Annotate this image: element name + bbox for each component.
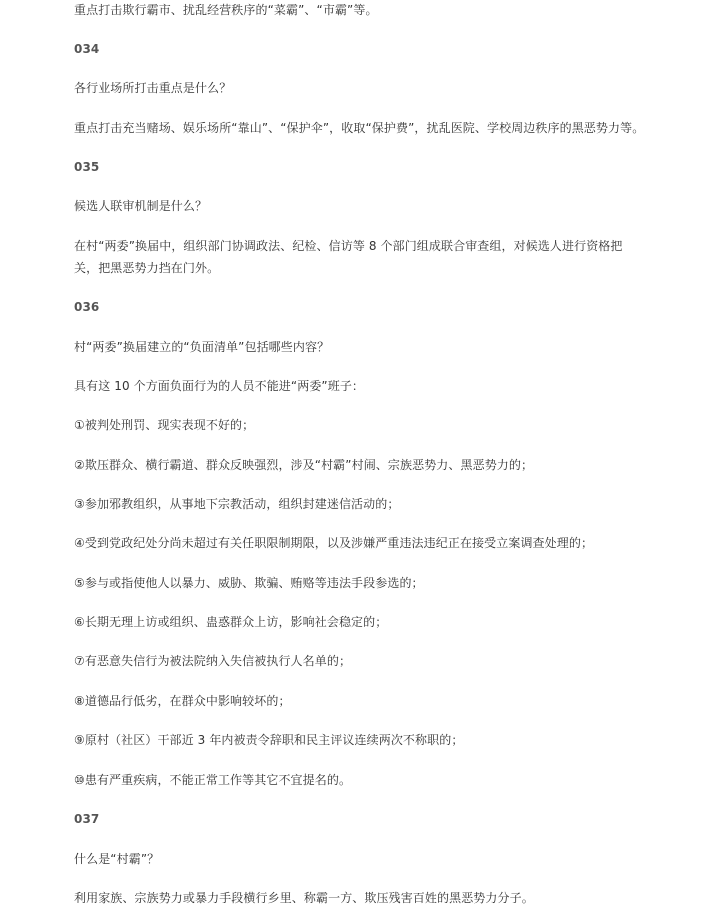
- item-number-036: 036: [74, 300, 100, 314]
- answer-035: 在村“两委”换届中，组织部门协调政法、纪检、信访等 8 个部门组成联合审查组，对候选人进行资格把关，把黑恶势力挡在门外。: [74, 239, 623, 275]
- list-item-4: ④受到党政纪处分尚未超过有关任职限制期限，以及涉嫌严重违法违纪正在接受立案调查处理的；: [74, 536, 594, 550]
- question-036: 村“两委”换届建立的“负面清单”包括哪些内容？: [74, 340, 330, 354]
- paragraph-answer-033: 重点打击欺行霸市、扰乱经营秩序的“菜霸”、“市霸”等。: [74, 3, 378, 17]
- item-number-037: 037: [74, 812, 100, 826]
- list-item-7: ⑦有恶意失信行为被法院纳入失信被执行人名单的；: [74, 654, 352, 668]
- list-item-5: ⑤参与或指使他人以暴力、威胁、欺骗、贿赂等违法手段参选的；: [74, 576, 424, 590]
- list-item-10: ⑩患有严重疾病，不能正常工作等其它不宜提名的。: [74, 773, 352, 787]
- list-item-9: ⑨原村（社区）干部近 3 年内被责令辞职和民主评议连续两次不称职的；: [74, 733, 464, 747]
- question-035: 候选人联审机制是什么？: [74, 199, 208, 213]
- question-037: 什么是“村霸”？: [74, 852, 160, 866]
- question-034: 各行业场所打击重点是什么？: [74, 81, 232, 95]
- list-item-2: ②欺压群众、横行霸道、群众反映强烈，涉及“村霸”村闹、宗族恶势力、黑恶势力的；: [74, 458, 534, 472]
- item-number-035: 035: [74, 160, 100, 174]
- item-number-034: 034: [74, 42, 100, 56]
- answer-036-intro: 具有这 10 个方面负面行为的人员不能进“两委”班子：: [74, 379, 365, 393]
- answer-034: 重点打击充当赌场、娱乐场所“靠山”、“保护伞”，收取“保护费”，扰乱医院、学校周边秩序的黑恶势力等。: [74, 121, 645, 135]
- answer-037: 利用家族、宗族势力或暴力手段横行乡里、称霸一方、欺压残害百姓的黑恶势力分子。: [74, 891, 534, 905]
- list-item-3: ③参加邪教组织，从事地下宗教活动，组织封建迷信活动的；: [74, 497, 400, 511]
- list-item-8: ⑧道德品行低劣，在群众中影响较坏的；: [74, 694, 291, 708]
- list-item-1: ①被判处刑罚、现实表现不好的；: [74, 418, 255, 432]
- list-item-6: ⑥长期无理上访或组织、蛊惑群众上访，影响社会稳定的；: [74, 615, 388, 629]
